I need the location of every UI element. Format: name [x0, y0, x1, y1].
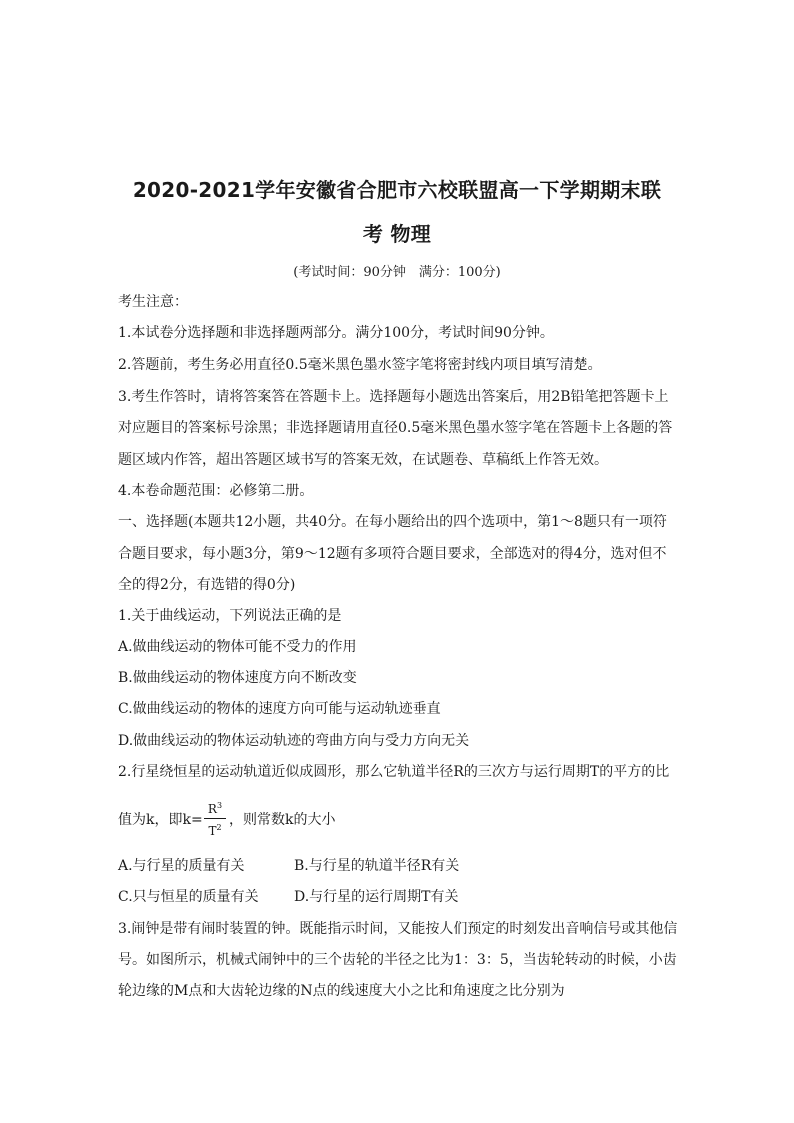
section1-instructions-line1: 一、选择题(本题共12小题，共40分。在每小题给出的四个选项中，第1～8题只有一项符 — [118, 514, 667, 530]
q2-option-c: C.只与恒星的质量有关 — [118, 889, 259, 905]
notice-item-3: 3.考生作答时，请将答案答在答题卡上。选择题每小题选出答案后，用2B铅笔把答题卡上 — [118, 389, 669, 405]
section1-instructions-line3: 全的得2分，有选错的得0分) — [118, 577, 296, 593]
fraction-bar — [204, 818, 226, 819]
notice-item-1: 1.本试卷分选择题和非选择题两部分。满分100分，考试时间90分钟。 — [118, 325, 554, 341]
q3-stem-line2: 号。如图所示，机械式闹钟中的三个齿轮的半径之比为1：3：5，当齿轮转动的时候，小齿 — [118, 952, 677, 968]
q1-option-c: C.做曲线运动的物体的速度方向可能与运动轨迹垂直 — [118, 701, 441, 717]
notice-item-2: 2.答题前，考生务必用直径0.5毫米黑色墨水签字笔将密封线内项目填写清楚。 — [118, 357, 602, 373]
q2-option-b: B.与行星的轨道半径R有关 — [294, 858, 460, 874]
exam-title-line1: 2020-2021学年安徽省合肥市六校联盟高一下学期期末联 — [132, 178, 662, 202]
q2-formula — [204, 799, 226, 838]
notice-item-3-cont2: 题区域内作答，超出答题区域书写的答案无效，在试题卷、草稿纸上作答无效。 — [118, 452, 608, 468]
exam-subtitle: (考试时间：90分钟 满分：100分) — [293, 265, 501, 280]
q2-option-a: A.与行星的质量有关 — [118, 858, 245, 874]
formula-numerator: $R^3$ — [207, 801, 223, 816]
exam-title-line2: 考 物理 — [362, 222, 432, 246]
formula-denominator: $T^2$ — [208, 823, 222, 838]
q2-stem-line2-post: ，则常数k的大小 — [229, 812, 336, 828]
q1-stem: 1.关于曲线运动，下列说法正确的是 — [118, 608, 342, 624]
q1-option-a: A.做曲线运动的物体可能不受力的作用 — [118, 639, 357, 655]
q3-stem-line3: 轮边缘的M点和大齿轮边缘的N点的线速度大小之比和角速度之比分别为 — [118, 983, 565, 999]
q2-option-d: D.与行星的运行周期T有关 — [294, 889, 459, 905]
q3-stem-line1: 3.闹钟是带有闹时装置的钟。既能指示时间，又能按人们预定的时刻发出音响信号或其他信 — [118, 921, 678, 937]
q2-stem-line1: 2.行星绕恒星的运动轨道近似成圆形，那么它轨道半径R的三次方与运行周期T的平方的比 — [118, 764, 670, 780]
q1-option-d: D.做曲线运动的物体运动轨迹的弯曲方向与受力方向无关 — [118, 733, 470, 749]
notice-heading: 考生注意： — [118, 294, 188, 310]
notice-item-4: 4.本卷命题范围：必修第二册。 — [118, 483, 314, 499]
q1-option-b: B.做曲线运动的物体速度方向不断改变 — [118, 670, 357, 686]
q2-stem-line2-pre: 值为k，即k= — [118, 812, 203, 828]
notice-item-3-cont1: 对应题目的答案标号涂黑；非选择题请用直径0.5毫米黑色墨水签字笔在答题卡上各题的答 — [118, 420, 673, 436]
section1-instructions-line2: 合题目要求，每小题3分，第9～12题有多项符合题目要求，全部选对的得4分，选对但不 — [118, 546, 667, 562]
